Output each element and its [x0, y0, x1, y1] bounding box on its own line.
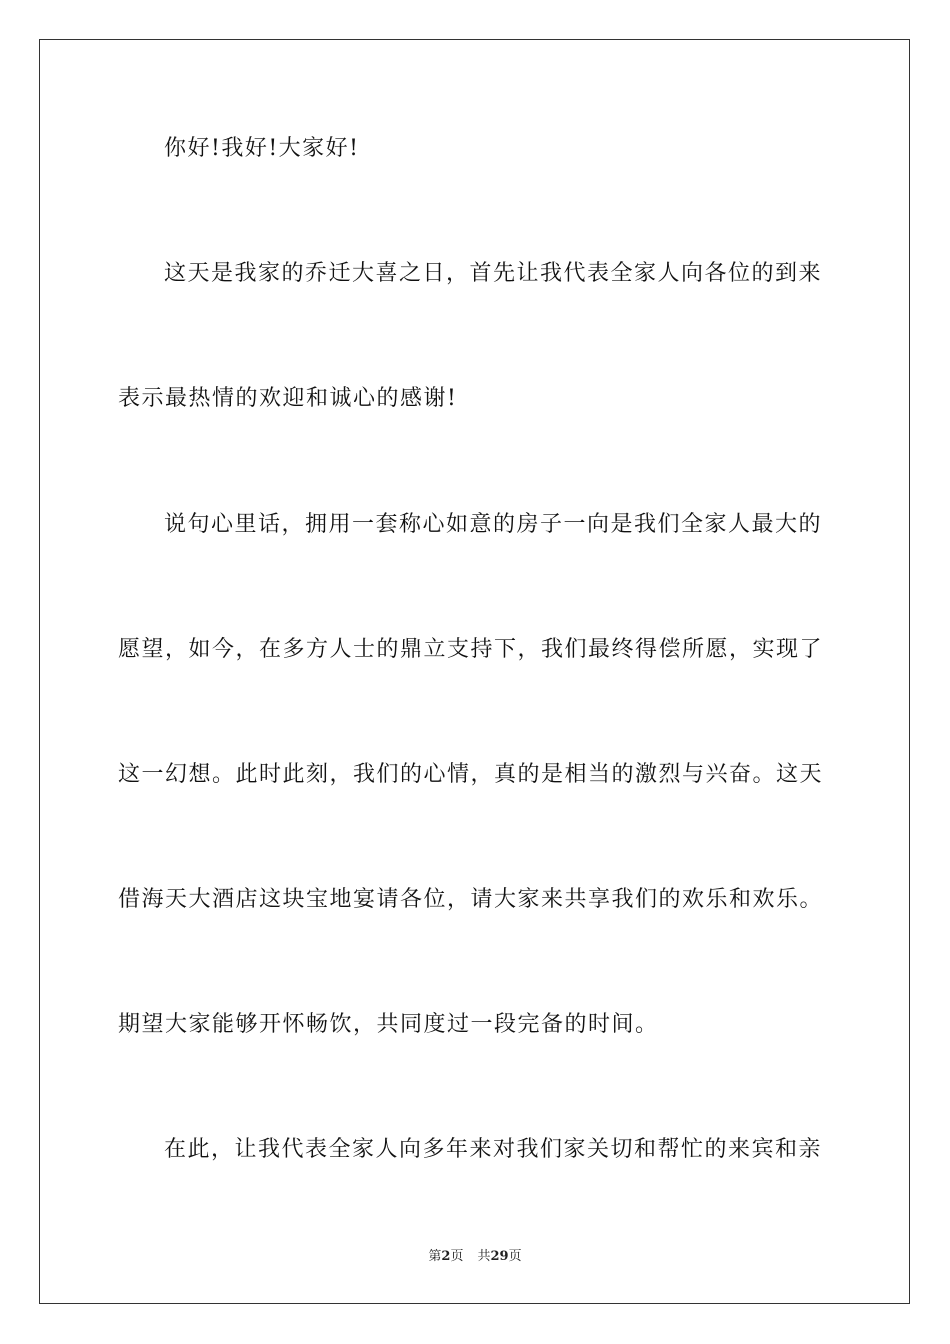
- paragraph-2-line-3: 这一幻想。此时此刻，我们的心情，真的是相当的激烈与兴奋。这天: [118, 762, 824, 787]
- paragraph-2-line-2: 愿望，如今，在多方人士的鼎立支持下，我们最终得偿所愿，实现了: [118, 637, 824, 662]
- paragraph-1-line-2: 表示最热情的欢迎和诚心的感谢!: [118, 386, 458, 411]
- paragraph-2-line-4: 借海天大酒店这块宝地宴请各位，请大家来共享我们的欢乐和欢乐。: [118, 887, 824, 912]
- paragraph-2-line-5: 期望大家能够开怀畅饮，共同度过一段完备的时间。: [118, 1012, 659, 1037]
- paragraph-3-line-1: 在此，让我代表全家人向多年来对我们家关切和帮忙的来宾和亲: [164, 1137, 823, 1162]
- footer-total-pages: 29: [490, 1249, 509, 1264]
- greeting-line: 你好!我好!大家好!: [164, 136, 360, 161]
- page-footer: [0, 1248, 950, 1266]
- paragraph-2-line-1: 说句心里话，拥用一套称心如意的房子一向是我们全家人最大的: [164, 512, 823, 537]
- footer-page-prefix: 第: [428, 1249, 442, 1264]
- footer-page-number: 2: [441, 1249, 451, 1264]
- footer-total-prefix: 共: [477, 1249, 491, 1264]
- paragraph-1-line-1: 这天是我家的乔迁大喜之日，首先让我代表全家人向各位的到来: [164, 261, 823, 286]
- footer-page-suffix: 页: [450, 1249, 464, 1264]
- page-frame: [39, 39, 910, 1304]
- footer-total-suffix: 页: [508, 1249, 522, 1264]
